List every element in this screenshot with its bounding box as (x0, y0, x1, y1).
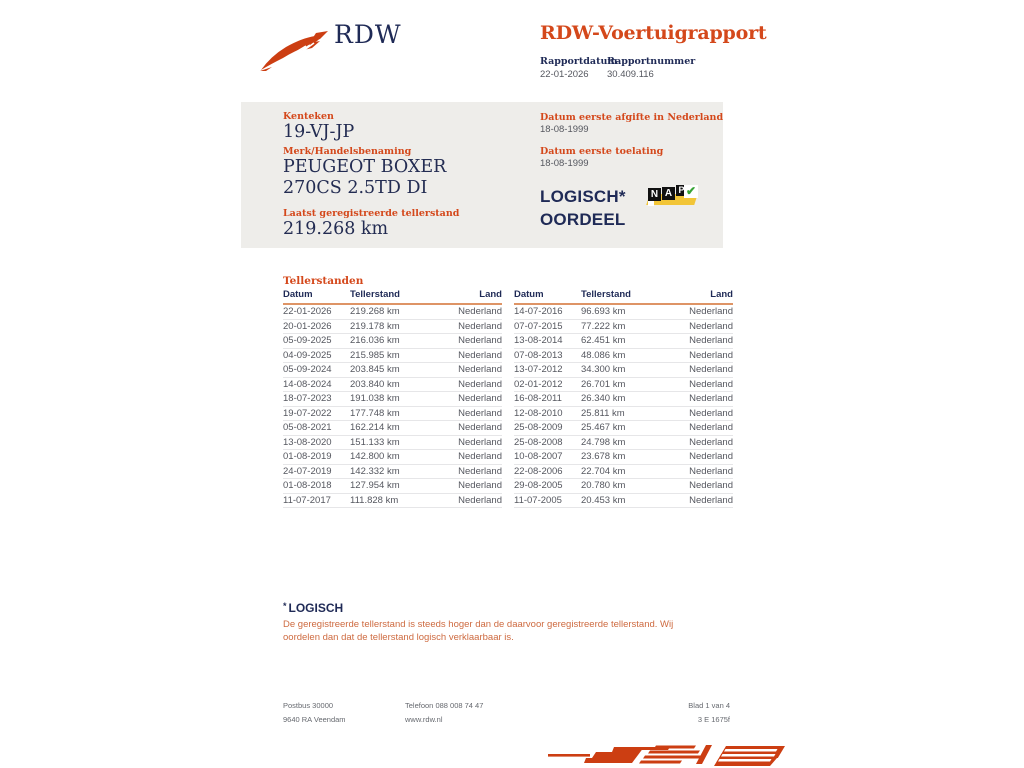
table-row (283, 334, 502, 349)
row-km: 219.178 km (350, 320, 400, 332)
col-header-tellerstand: Tellerstand (581, 289, 631, 300)
row-km: 48.086 km (581, 349, 626, 361)
row-date: 20-01-2026 (283, 320, 332, 332)
row-date: 25-08-2008 (514, 436, 563, 448)
col-header-land: Land (479, 289, 502, 300)
table-row (514, 305, 733, 320)
row-land: Nederland (458, 465, 502, 477)
row-km: 26.340 km (581, 393, 626, 405)
row-km: 215.985 km (350, 349, 400, 361)
table-row (514, 450, 733, 465)
row-date: 13-08-2020 (283, 436, 332, 448)
row-land: Nederland (689, 465, 733, 477)
table-header (283, 289, 502, 305)
kenteken-label: Kenteken (283, 111, 334, 122)
row-km: 77.222 km (581, 320, 626, 332)
nap-checkmark-icon: ✔ (685, 184, 697, 198)
row-km: 23.678 km (581, 451, 626, 463)
logisch-note-title (283, 601, 343, 615)
asterisk: * (283, 601, 287, 611)
eerste-toelating-value: 18-08-1999 (540, 158, 589, 169)
tellerstanden-table-right (514, 289, 733, 508)
rdw-logo-text: RDW (334, 20, 402, 49)
row-date: 05-08-2021 (283, 422, 332, 434)
table-row (283, 305, 502, 320)
table-row (283, 421, 502, 436)
row-date: 01-08-2019 (283, 451, 332, 463)
nap-letter-p: P (676, 185, 687, 196)
table-row (283, 479, 502, 494)
row-land: Nederland (458, 494, 502, 506)
laatst-tellerstand-label: Laatst geregistreerde tellerstand (283, 208, 460, 219)
table-row (514, 465, 733, 480)
row-km: 20.453 km (581, 494, 626, 506)
table-row (514, 494, 733, 509)
footer-address-line2: 9640 RA Veendam (283, 715, 346, 724)
merk-line2: 270CS 2.5TD DI (283, 178, 428, 198)
row-km: 25.467 km (581, 422, 626, 434)
row-km: 127.954 km (350, 480, 400, 492)
tellerstanden-table-left (283, 289, 502, 508)
table-row (283, 465, 502, 480)
row-date: 01-08-2018 (283, 480, 332, 492)
oordeel-text (540, 185, 626, 231)
row-date: 25-08-2009 (514, 422, 563, 434)
row-km: 96.693 km (581, 306, 626, 318)
col-header-tellerstand: Tellerstand (350, 289, 400, 300)
report-number-value: 30.409.116 (607, 69, 654, 80)
footer-website: www.rdw.nl (405, 715, 443, 724)
row-date: 11-07-2005 (514, 494, 562, 506)
report-date-value: 22-01-2026 (540, 69, 589, 80)
row-date: 22-08-2006 (514, 465, 563, 477)
row-land: Nederland (689, 494, 733, 506)
row-land: Nederland (689, 436, 733, 448)
row-land: Nederland (458, 306, 502, 318)
oordeel-line1: LOGISCH* (540, 187, 626, 206)
row-date: 10-08-2007 (514, 451, 563, 463)
logisch-note-body: De geregistreerde tellerstand is steeds hoger dan de daarvoor geregistreerde tellerstand. Wij oordelen dan dat de tellerstand logisch verklaarbaar is. (283, 619, 674, 643)
report-date-label: Rapportdatum (540, 56, 618, 67)
row-land: Nederland (689, 422, 733, 434)
oordeel-line2: OORDEEL (540, 210, 626, 229)
row-date: 14-08-2024 (283, 378, 332, 390)
report-number-label: Rapportnummer (607, 56, 696, 67)
row-km: 20.780 km (581, 480, 626, 492)
merk-line1: PEUGEOT BOXER (283, 157, 447, 177)
laatst-tellerstand-value: 219.268 km (283, 219, 389, 239)
row-date: 13-07-2012 (514, 364, 563, 376)
footer-page-number: Blad 1 van 4 (688, 701, 730, 710)
footer-form-code: 3 E 1675f (697, 715, 730, 724)
row-date: 13-08-2014 (514, 335, 563, 347)
row-date: 19-07-2022 (283, 407, 332, 419)
logisch-title-text: LOGISCH (288, 601, 344, 615)
col-header-land: Land (710, 289, 733, 300)
row-date: 11-07-2017 (283, 494, 331, 506)
table-row (514, 421, 733, 436)
row-date: 07-07-2015 (514, 320, 563, 332)
row-date: 29-08-2005 (514, 480, 563, 492)
row-km: 111.828 km (350, 494, 399, 506)
row-km: 203.840 km (350, 378, 400, 390)
rdw-feather-logo-icon (258, 30, 332, 72)
row-land: Nederland (689, 364, 733, 376)
row-date: 18-07-2023 (283, 393, 332, 405)
row-km: 25.811 km (581, 407, 625, 419)
table-row (514, 479, 733, 494)
table-row (514, 407, 733, 422)
row-land: Nederland (689, 378, 733, 390)
eerste-toelating-label: Datum eerste toelating (540, 146, 664, 157)
tellerstanden-tables (283, 289, 733, 508)
row-land: Nederland (458, 436, 502, 448)
table-row (283, 450, 502, 465)
merk-label: Merk/Handelsbenaming (283, 146, 412, 157)
row-km: 34.300 km (581, 364, 626, 376)
row-land: Nederland (458, 451, 502, 463)
row-land: Nederland (458, 320, 502, 332)
row-km: 177.748 km (350, 407, 400, 419)
eerste-afgifte-label: Datum eerste afgifte in Nederland (540, 112, 724, 123)
row-land: Nederland (458, 378, 502, 390)
row-km: 191.038 km (350, 393, 400, 405)
footer-address-line1: Postbus 30000 (283, 701, 334, 710)
table-row (283, 363, 502, 378)
row-date: 02-01-2012 (514, 378, 563, 390)
row-km: 219.268 km (350, 306, 400, 318)
row-date: 04-09-2025 (283, 349, 332, 361)
row-km: 151.133 km (350, 436, 400, 448)
row-land: Nederland (689, 306, 733, 318)
table-row (514, 320, 733, 335)
row-land: Nederland (458, 349, 502, 361)
row-land: Nederland (689, 335, 733, 347)
table-row (514, 436, 733, 451)
footer-phone: Telefoon 088 008 74 47 (405, 701, 484, 710)
tellerstanden-section-title: Tellerstanden (283, 275, 364, 287)
row-date: 14-07-2016 (514, 306, 563, 318)
row-km: 26.701 km (581, 378, 626, 390)
table-row (283, 320, 502, 335)
row-land: Nederland (689, 407, 733, 419)
table-row (283, 494, 502, 509)
row-land: Nederland (458, 480, 502, 492)
row-land: Nederland (689, 349, 733, 361)
row-km: 62.451 km (581, 335, 626, 347)
table-row (514, 334, 733, 349)
table-row (514, 378, 733, 393)
row-km: 203.845 km (350, 364, 400, 376)
table-row (514, 363, 733, 378)
table-row (283, 392, 502, 407)
page-title: RDW-Voertuigrapport (540, 22, 767, 44)
row-land: Nederland (689, 393, 733, 405)
row-date: 07-08-2013 (514, 349, 563, 361)
row-km: 162.214 km (350, 422, 400, 434)
row-land: Nederland (689, 320, 733, 332)
rdw-wing-decoration (548, 744, 788, 768)
row-date: 05-09-2024 (283, 364, 332, 376)
row-km: 24.798 km (581, 436, 626, 448)
row-date: 12-08-2010 (514, 407, 563, 419)
row-land: Nederland (458, 364, 502, 376)
row-land: Nederland (689, 480, 733, 492)
col-header-datum: Datum (283, 289, 313, 300)
row-km: 142.332 km (350, 465, 400, 477)
row-land: Nederland (458, 407, 502, 419)
col-header-datum: Datum (514, 289, 544, 300)
row-land: Nederland (458, 335, 502, 347)
row-date: 05-09-2025 (283, 335, 332, 347)
table-row (514, 349, 733, 364)
nap-logo (646, 183, 700, 210)
kenteken-value: 19-VJ-JP (283, 122, 355, 142)
table-row (283, 407, 502, 422)
row-land: Nederland (458, 393, 502, 405)
row-km: 142.800 km (350, 451, 400, 463)
row-date: 22-01-2026 (283, 306, 332, 318)
table-row (283, 378, 502, 393)
row-land: Nederland (458, 422, 502, 434)
nap-letter-n: N (648, 188, 661, 201)
table-header (514, 289, 733, 305)
row-km: 22.704 km (581, 465, 626, 477)
row-land: Nederland (689, 451, 733, 463)
table-row (283, 349, 502, 364)
nap-letter-a: A (662, 187, 675, 200)
table-row (514, 392, 733, 407)
row-date: 24-07-2019 (283, 465, 332, 477)
table-row (283, 436, 502, 451)
row-km: 216.036 km (350, 335, 400, 347)
eerste-afgifte-value: 18-08-1999 (540, 124, 589, 135)
nap-white-tab (648, 201, 654, 206)
row-date: 16-08-2011 (514, 393, 562, 405)
